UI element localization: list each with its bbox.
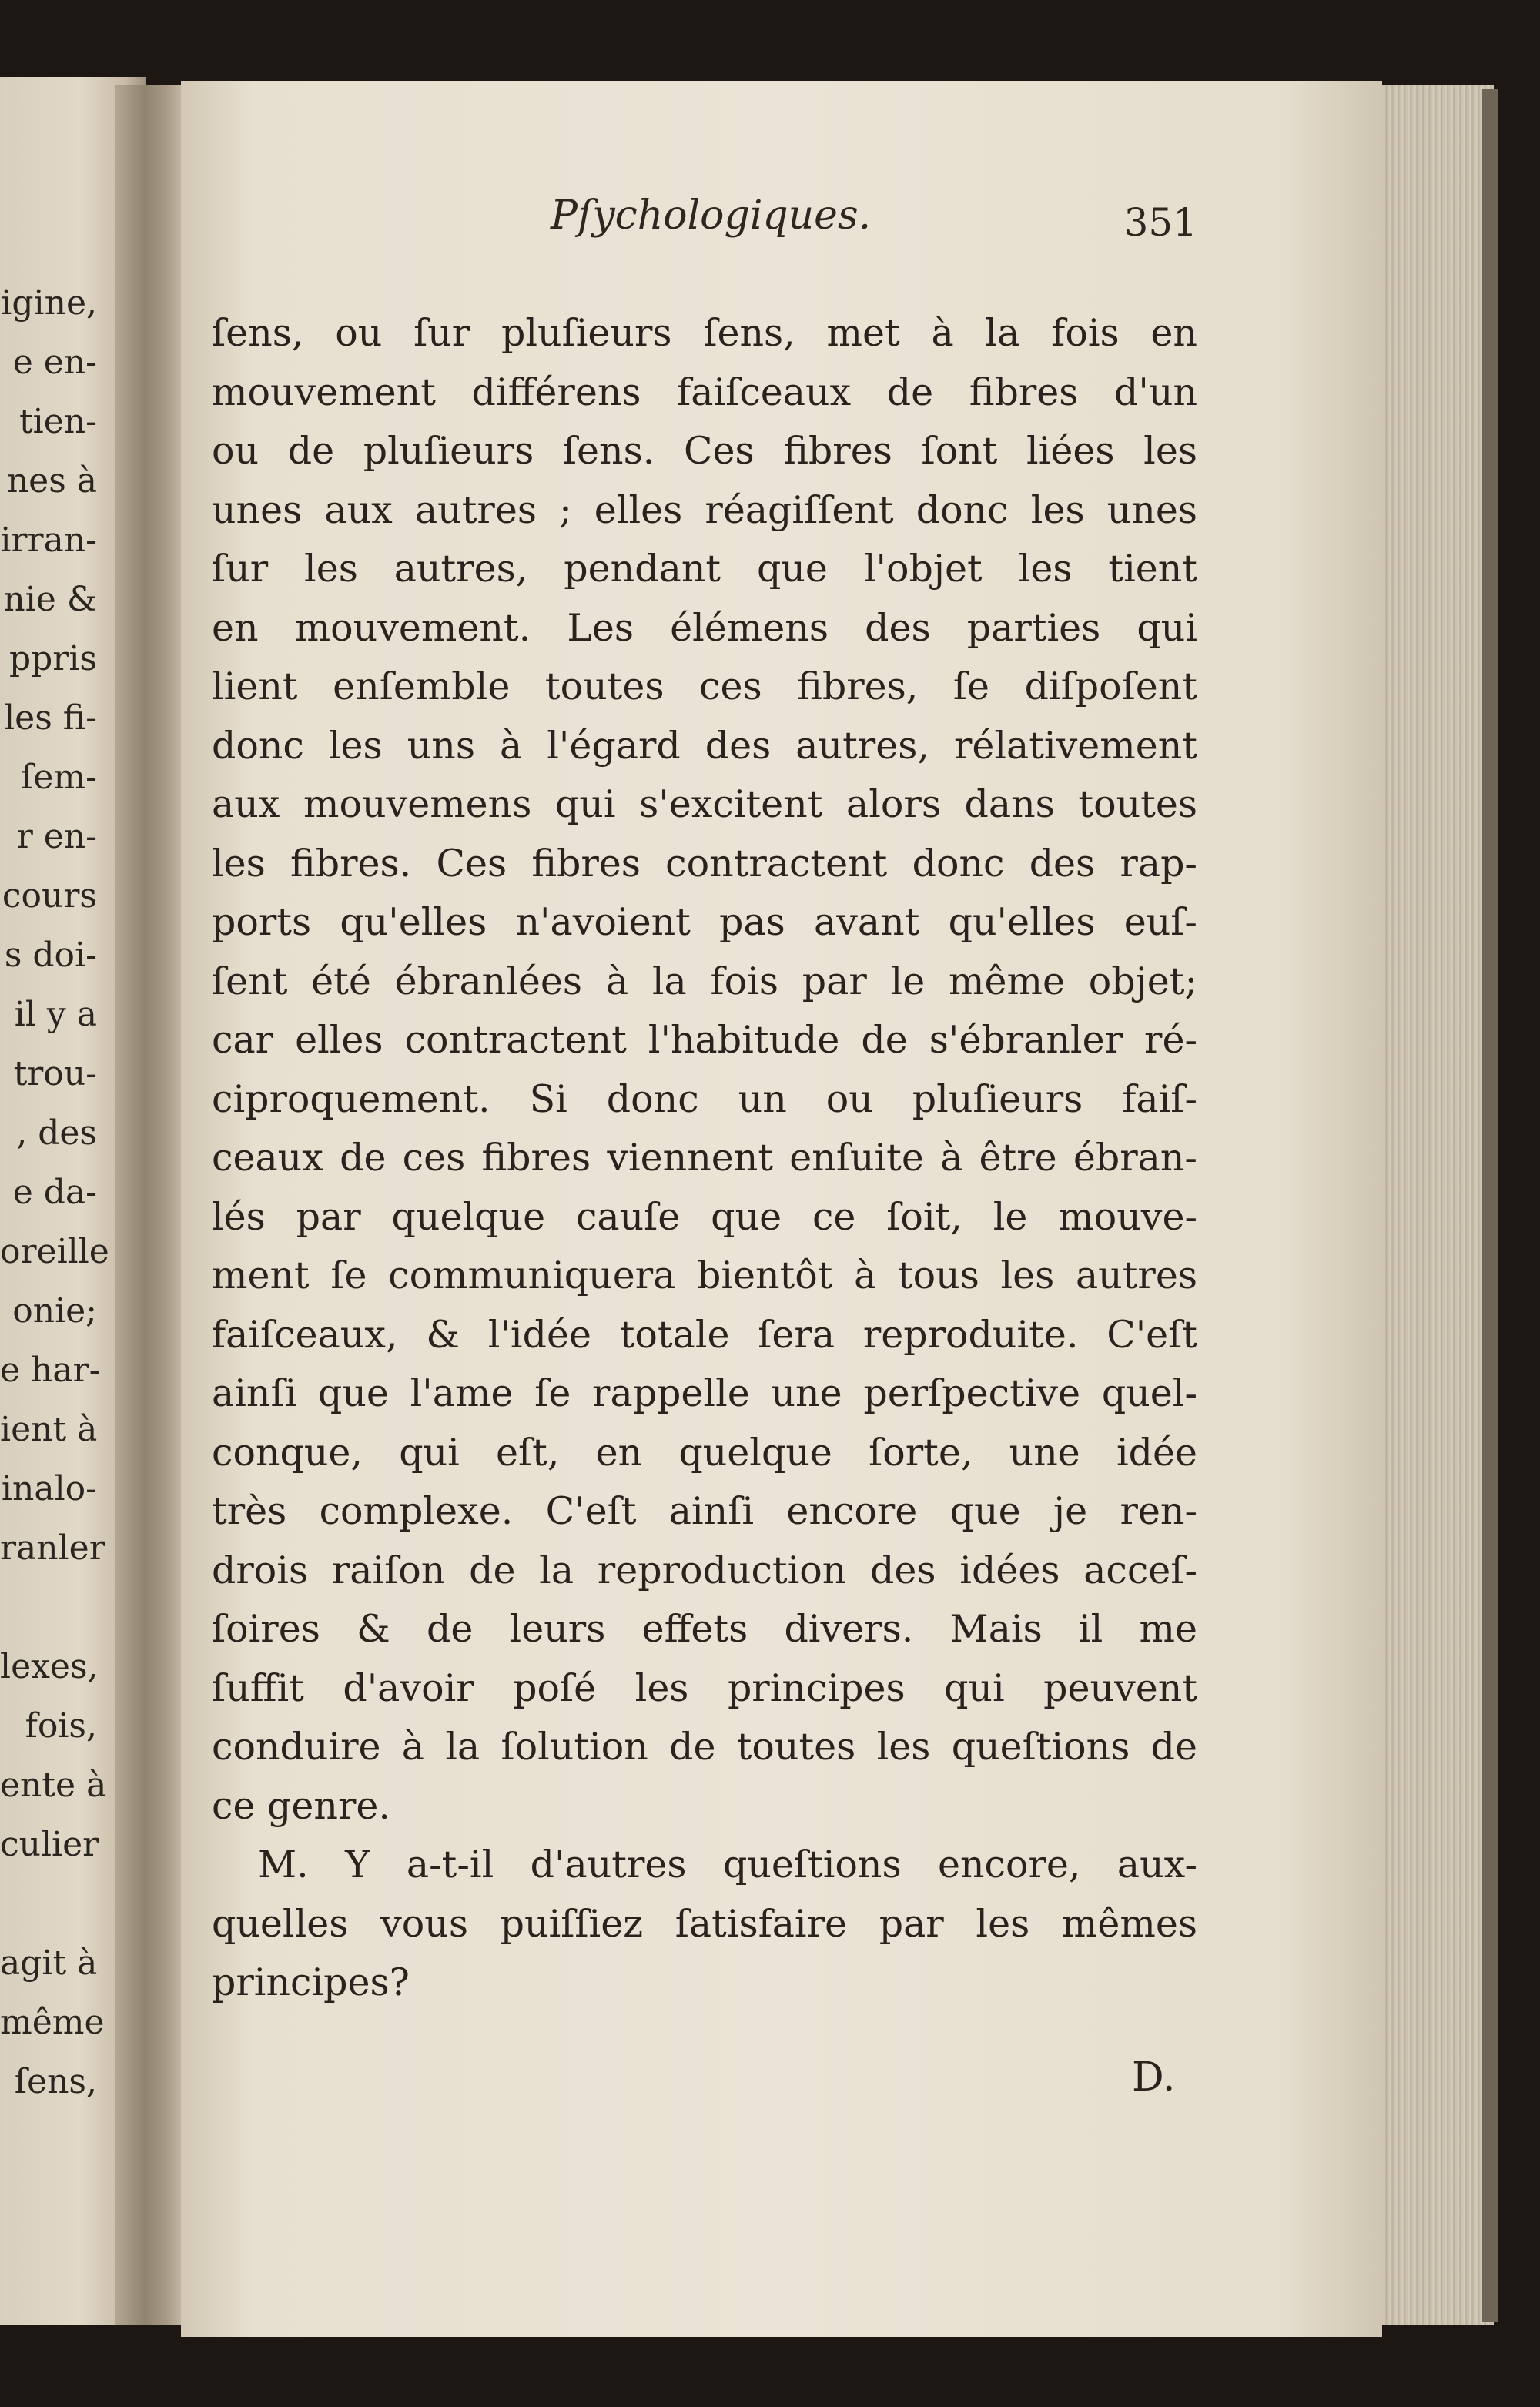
left-fragment-line: nes à (6, 461, 97, 500)
text-line: aux mouvemens qui s'excitent alors dans toutes (212, 782, 1197, 826)
text-line: drois raiſon de la reproduction des idées acceſ- (212, 1548, 1197, 1592)
running-head: Pſychologiques. (551, 192, 872, 239)
page-fore-edge (1382, 85, 1494, 2325)
text-line: ce genre. (212, 1783, 390, 1828)
left-page-text-fragments (0, 273, 109, 2111)
left-fragment-line: ſem- (21, 758, 97, 797)
text-line: ports qu'elles n'avoient pas avant qu'elles euſ- (212, 900, 1197, 944)
text-line: en mouvement. Les élémens des parties qui (212, 605, 1197, 650)
left-fragment-line: e en- (12, 343, 97, 382)
text-line: très complexe. C'eſt ainſi encore que je ren- (212, 1489, 1197, 1533)
left-fragment-line (0, 1874, 97, 1933)
left-fragment-line: ente à (0, 1766, 107, 1805)
left-fragment-line: il y a (14, 995, 97, 1034)
left-fragment-line: , des (16, 1113, 97, 1153)
text-line: ainſi que l'ame ſe rappelle une perſpective quel- (212, 1371, 1197, 1415)
text-line: lient enſemble toutes ces fibres, ſe diſpoſent (212, 665, 1197, 708)
left-fragment-line: oreille (0, 1232, 109, 1271)
left-fragment-line: e har- (0, 1351, 101, 1390)
text-line: ou de pluſieurs ſens. Ces fibres ſont liées les (212, 429, 1197, 473)
text-line: conduire à la ſolution de toutes les queſtions de (212, 1725, 1197, 1769)
left-fragment-line: ppris (8, 639, 97, 678)
fore-edge-shadow (1482, 89, 1498, 2322)
text-line: ſur les autres, pendant que l'objet les tient (212, 547, 1197, 591)
text-line: unes aux autres ; elles réagiſſent donc les unes (212, 487, 1197, 532)
text-line: mouvement différens faiſceaux de fibres d'un (212, 370, 1197, 414)
text-line: ſuffit d'avoir poſé les principes qui peuvent (212, 1665, 1197, 1710)
text-line: car elles contractent l'habitude de s'ébranler ré- (212, 1018, 1197, 1062)
text-line: ſoires & de leurs effets divers. Mais il me (212, 1607, 1197, 1651)
left-fragment-line: ranler (0, 1528, 105, 1568)
text-line: lés par quelque cauſe que ce ſoit, le mouve- (212, 1194, 1197, 1239)
text-line: conque, qui eſt, en quelque ſorte, une idée (212, 1430, 1197, 1475)
text-line: ceaux de ces fibres viennent enſuite à être ébran- (212, 1136, 1197, 1180)
book-gutter (116, 85, 189, 2325)
page-number: 351 (1123, 200, 1197, 245)
left-fragment-line: e da- (12, 1173, 97, 1212)
text-line: quelles vous puiſſiez ſatisfaire par les mêmes (212, 1901, 1197, 1946)
left-fragment-line: s doi- (4, 936, 97, 975)
page-header (212, 192, 1197, 254)
left-fragment-line: fois, (25, 1706, 97, 1746)
text-line: ſent été ébranlées à la fois par le même objet; (212, 959, 1197, 1003)
left-fragment-line: ient à (0, 1410, 98, 1449)
text-line: ſens, ou ſur pluſieurs ſens, met à la fois en (212, 311, 1197, 355)
left-fragment-line: ſens, (14, 2062, 97, 2101)
left-fragment-line: agit à (0, 1943, 98, 1983)
left-fragment-line: onie; (12, 1291, 97, 1331)
catchword: D. (1132, 2054, 1176, 2101)
left-fragment-line: irran- (0, 521, 97, 560)
left-fragment-line: trou- (13, 1054, 97, 1093)
left-fragment-line: les fi- (4, 698, 97, 738)
left-fragment-line (0, 1578, 97, 1637)
left-fragment-line: culier (0, 1825, 99, 1864)
text-line: principes? (212, 1960, 410, 2004)
text-line: donc les uns à l'égard des autres, rélativement (212, 723, 1197, 768)
left-fragment-line: cours (2, 876, 97, 916)
left-fragment-line: igine, (1, 283, 97, 323)
text-line: ciproquement. Si donc un ou pluſieurs faiſ- (212, 1076, 1197, 1121)
left-fragment-line: tien- (19, 402, 97, 441)
left-fragment-line: r en- (16, 817, 97, 856)
left-fragment-line: même (0, 2003, 105, 2042)
body-text (212, 304, 1197, 2013)
left-fragment-line: lexes, (0, 1647, 99, 1686)
left-fragment-line: nie & (3, 580, 97, 619)
text-line: faiſceaux, & l'idée totale ſera reproduite. C'eſt (212, 1312, 1197, 1357)
text-line: M. Y a-t-il d'autres queſtions encore, aux- (258, 1843, 1197, 1886)
text-line: les fibres. Ces fibres contractent donc des rap- (212, 841, 1197, 885)
text-line: ment ſe communiquera bientôt à tous les autres (212, 1254, 1197, 1297)
left-fragment-line: inalo- (1, 1469, 97, 1508)
